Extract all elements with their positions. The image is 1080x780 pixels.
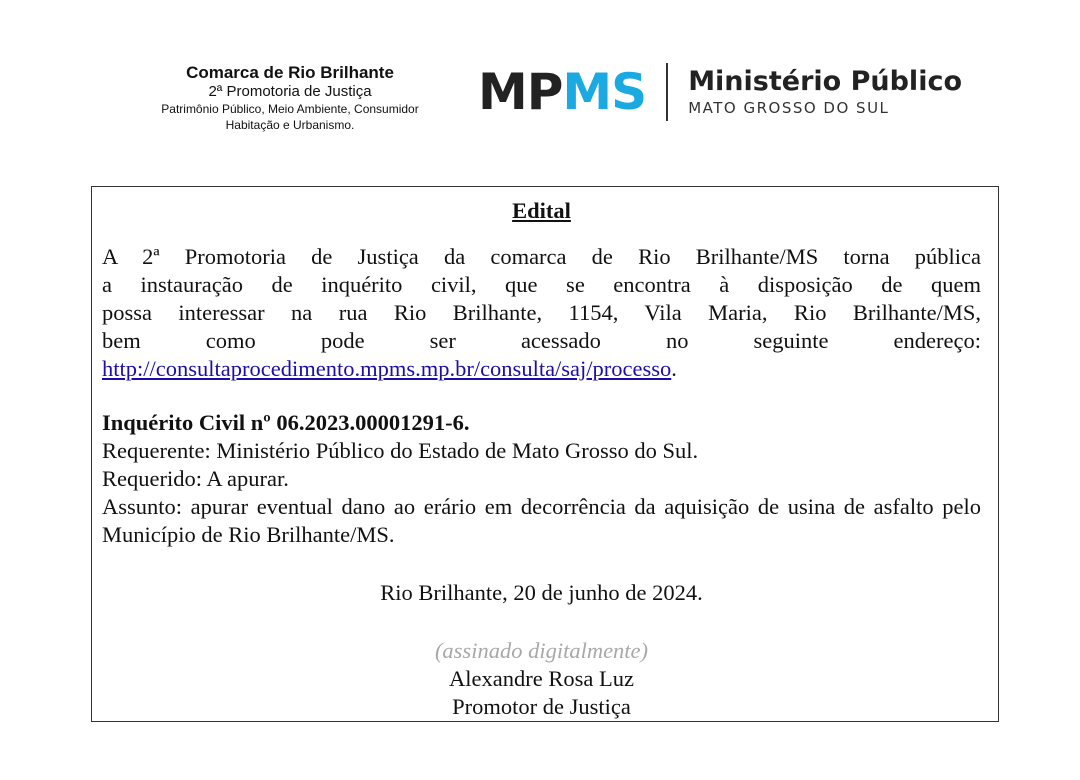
edital-title: Edital [512,198,571,223]
requerido-line: Requerido: A apurar. [102,466,289,491]
logo-name: Ministério Público [688,66,962,97]
consulta-link[interactable]: http://consultaprocedimento.mpms.mp.br/consulta/saj/processo [102,356,672,381]
header-institution [110,63,470,133]
promotoria-subtitle: 2ª Promotoria de Justiça [208,83,372,100]
paragraph-link-line [102,355,981,383]
logo-mark-ms: MS [562,63,647,121]
mpms-logo [478,62,962,122]
case-title: Inquérito Civil nº 06.2023.00001291-6. [102,410,470,435]
paragraph-line-4: bem como pode ser acessado no seguinte endereço: [102,328,981,353]
logo-state: MATO GROSSO DO SUL [688,99,890,117]
edital-box [91,186,999,722]
paragraph-line-1: A 2ª Promotoria de Justiça da comarca de Rio Brilhante/MS torna pública [102,244,981,269]
signer-role: Promotor de Justiça [452,694,631,719]
mpms-logo-mark [478,62,646,122]
date-line: Rio Brilhante, 20 de junho de 2024. [380,580,703,605]
comarca-title: Comarca de Rio Brilhante [186,63,394,82]
assunto-line: Assunto: apurar eventual dano ao erário em decorrência da aquisição de usina de asfalto pelo Município de Rio Brilhante/MS. [102,494,981,547]
paragraph-line-2: a instauração de inquérito civil, que se encontra à disposição de quem [102,272,981,297]
logo-divider [666,63,668,121]
logo-text [688,66,962,118]
signer-name: Alexandre Rosa Luz [449,666,634,691]
logo-mark-mp: MP [478,63,563,121]
link-suffix: . [671,356,677,381]
areas-line-2: Habitação e Urbanismo. [225,118,355,132]
edital-paragraph [102,243,981,383]
paragraph-line-3: possa interessar na rua Rio Brilhante, 1154, Vila Maria, Rio Brilhante/MS, [102,300,981,325]
signed-note: (assinado digitalmente) [434,638,649,663]
requerente-line: Requerente: Ministério Público do Estado de Mato Grosso do Sul. [102,438,699,463]
areas-line-1: Patrimônio Público, Meio Ambiente, Consumidor [161,102,419,116]
